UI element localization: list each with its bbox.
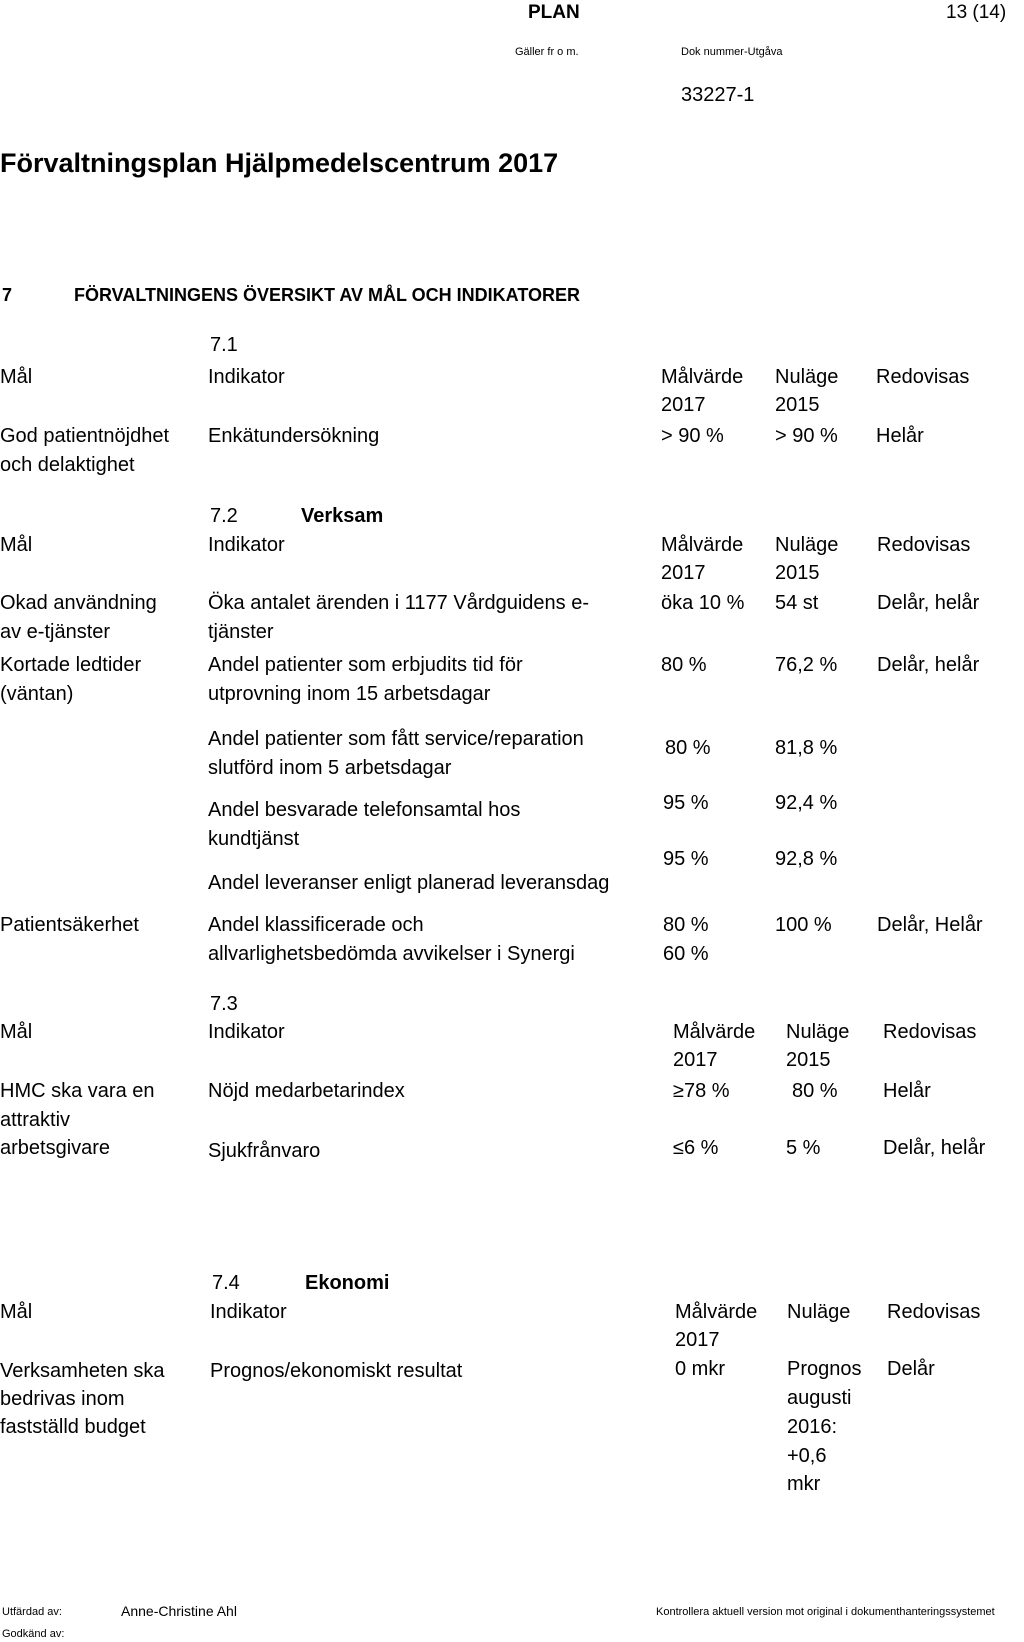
s72-r5-malvarde: 95 %	[663, 848, 709, 870]
doc-number-label: Dok nummer-Utgåva	[681, 46, 783, 58]
s73-mal-line1: HMC ska vara en	[0, 1080, 155, 1102]
s73-nulage-year: 2015	[786, 1049, 831, 1071]
s72-r1-mal-line2: av e-tjänster	[0, 621, 111, 643]
s74-nulage-line2: augusti	[787, 1387, 852, 1409]
section-title: FÖRVALTNINGENS ÖVERSIKT AV MÅL OCH INDIKATORER	[74, 285, 581, 305]
s74-mal-line2: bedrivas inom	[0, 1388, 125, 1410]
s72-r4-nulage: 92,4 %	[775, 792, 838, 814]
s73-malvarde-header: Målvärde	[673, 1021, 756, 1043]
s71-nulage-year: 2015	[775, 394, 820, 416]
s72-r6-malvarde-1: 80 %	[663, 914, 709, 936]
s72-r4-malvarde: 95 %	[663, 792, 709, 814]
issued-by: Anne-Christine Ahl	[121, 1603, 237, 1619]
s72-r2-nulage: 76,2 %	[775, 654, 838, 676]
s72-indikator-header: Indikator	[208, 534, 285, 556]
s71-mal-header: Mål	[0, 366, 33, 388]
s72-malvarde-year: 2017	[661, 562, 706, 584]
s72-r2-mal-line1: Kortade ledtider	[0, 654, 142, 676]
s74-redovisas: Delår	[887, 1358, 935, 1380]
s72-redovisas-header: Redovisas	[877, 534, 971, 556]
s74-mal-header: Mål	[0, 1301, 33, 1323]
s72-r5-nulage: 92,8 %	[775, 848, 838, 870]
s74-redovisas-header: Redovisas	[887, 1301, 981, 1323]
s71-redovisas: Helår	[876, 425, 924, 447]
s73-redovisas-header: Redovisas	[883, 1021, 977, 1043]
s71-nulage: > 90 %	[775, 425, 838, 447]
s73-r2-malvarde: ≤6 %	[673, 1137, 719, 1159]
s73-r1-redovisas: Helår	[883, 1080, 931, 1102]
s72-r1-indikator-line1: Öka antalet ärenden i 1177 Vårdguidens e-	[208, 592, 590, 614]
s72-r6-nulage: 100 %	[775, 914, 832, 936]
s74-malvarde-header: Målvärde	[675, 1301, 758, 1323]
s72-r1-indikator-line2: tjänster	[208, 621, 274, 643]
s74-nulage-line1: Prognos	[787, 1358, 862, 1380]
s72-r3-nulage: 81,8 %	[775, 737, 838, 759]
s72-r6-malvarde-2: 60 %	[663, 943, 709, 965]
s72-r4-indikator-line2: kundtjänst	[208, 828, 300, 850]
s72-r6-mal: Patientsäkerhet	[0, 914, 139, 936]
page-title: Förvaltningsplan Hjälpmedelscentrum 2017	[0, 148, 559, 178]
s74-nulage-line3: 2016:	[787, 1416, 838, 1438]
s73-indikator-header: Indikator	[208, 1021, 285, 1043]
version-notice: Kontrollera aktuell version mot original i dokumenthanteringssystemet	[656, 1606, 995, 1618]
s72-r1-malvarde: öka 10 %	[661, 592, 745, 614]
s72-r2-redovisas: Delår, helår	[877, 654, 980, 676]
s72-r1-nulage: 54 st	[775, 592, 819, 614]
s72-r2-indikator-line1: Andel patienter som erbjudits tid för	[208, 654, 523, 676]
s72-r5-indikator: Andel leveranser enligt planerad leveransdag	[208, 872, 610, 894]
s71-number: 7.1	[210, 334, 238, 356]
s73-r1-nulage: 80 %	[792, 1080, 838, 1102]
s73-malvarde-year: 2017	[673, 1049, 718, 1071]
s74-malvarde: 0 mkr	[675, 1358, 725, 1380]
s73-r1-malvarde: ≥78 %	[673, 1080, 730, 1102]
s72-nulage-header: Nuläge	[775, 534, 839, 556]
s72-r3-indikator-line1: Andel patienter som fått service/reparation	[208, 728, 584, 750]
valid-from-label: Gäller fr o m.	[515, 46, 579, 58]
s74-nulage-line4: +0,6	[787, 1445, 827, 1467]
s71-malvarde: > 90 %	[661, 425, 724, 447]
s74-mal-line3: fastställd budget	[0, 1416, 146, 1438]
s74-indikator: Prognos/ekonomiskt resultat	[210, 1360, 463, 1382]
s71-redovisas-header: Redovisas	[876, 366, 970, 388]
s71-nulage-header: Nuläge	[775, 366, 839, 388]
s72-title: Verksam	[301, 505, 384, 527]
s74-malvarde-year: 2017	[675, 1329, 720, 1351]
s72-r6-redovisas: Delår, Helår	[877, 914, 983, 936]
s74-number: 7.4	[212, 1272, 240, 1294]
s71-indikator: Enkätundersökning	[208, 425, 380, 447]
s73-r2-nulage: 5 %	[786, 1137, 821, 1159]
s73-number: 7.3	[210, 993, 238, 1015]
s71-malvarde-header: Målvärde	[661, 366, 744, 388]
s73-r2-redovisas: Delår, helår	[883, 1137, 986, 1159]
s74-title: Ekonomi	[305, 1272, 390, 1294]
s71-indikator-header: Indikator	[208, 366, 285, 388]
s74-nulage-header: Nuläge	[787, 1301, 851, 1323]
s71-mal-line1: God patientnöjdhet	[0, 425, 170, 447]
s72-malvarde-header: Målvärde	[661, 534, 744, 556]
s72-r6-indikator-line2: allvarlighetsbedömda avvikelser i Synergi	[208, 943, 575, 965]
s72-r3-indikator-line2: slutförd inom 5 arbetsdagar	[208, 757, 452, 779]
approved-label: Godkänd av:	[2, 1628, 65, 1640]
issued-label: Utfärdad av:	[2, 1606, 62, 1618]
s72-nulage-year: 2015	[775, 562, 820, 584]
s72-r2-indikator-line2: utprovning inom 15 arbetsdagar	[208, 683, 491, 705]
doc-number: 33227-1	[681, 84, 755, 106]
s72-r2-malvarde: 80 %	[661, 654, 707, 676]
s72-r6-indikator-line1: Andel klassificerade och	[208, 914, 424, 936]
s72-r3-malvarde: 80 %	[665, 737, 711, 759]
s74-nulage-line5: mkr	[787, 1473, 821, 1495]
s71-mal-line2: och delaktighet	[0, 454, 135, 476]
page-number: 13 (14)	[946, 2, 1007, 23]
s71-malvarde-year: 2017	[661, 394, 706, 416]
s72-mal-header: Mål	[0, 534, 33, 556]
s72-r1-redovisas: Delår, helår	[877, 592, 980, 614]
s72-r2-mal-line2: (väntan)	[0, 683, 74, 705]
s73-nulage-header: Nuläge	[786, 1021, 850, 1043]
s73-mal-line2: attraktiv	[0, 1109, 71, 1131]
s72-r4-indikator-line1: Andel besvarade telefonsamtal hos	[208, 799, 521, 821]
s74-indikator-header: Indikator	[210, 1301, 287, 1323]
s74-mal-line1: Verksamheten ska	[0, 1360, 165, 1382]
doc-type: PLAN	[528, 2, 580, 23]
s73-r1-indikator: Nöjd medarbetarindex	[208, 1080, 405, 1102]
s73-mal-line3: arbetsgivare	[0, 1137, 111, 1159]
section-number: 7	[2, 285, 13, 305]
s72-number: 7.2	[210, 505, 238, 527]
s73-r2-indikator: Sjukfrånvaro	[208, 1140, 321, 1162]
s73-mal-header: Mål	[0, 1021, 33, 1043]
s72-r1-mal-line1: Okad användning	[0, 592, 157, 614]
